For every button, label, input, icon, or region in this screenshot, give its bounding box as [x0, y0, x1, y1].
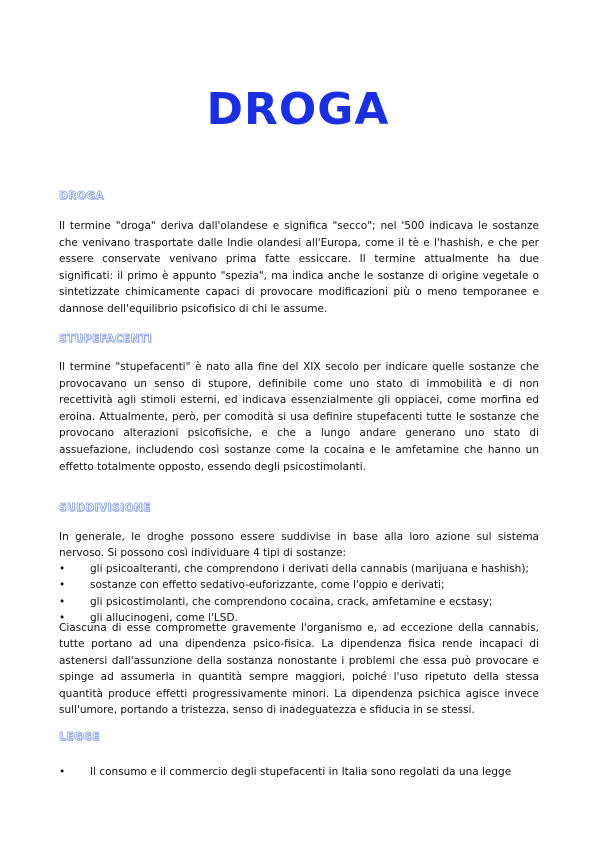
stupefacenti-paragraph: Il termine "stupefacenti" è nato alla fine del XIX secolo per indicare quelle sostanze che provocavano un senso di stupore, definibile come uno stato di immobilità e di non recettività agli stimoli esterni, ed indicava essenzialmente gli oppiacei, come morfina ed eroina. Attualmente, però, per comodità si usa definire stupefacenti tutte le sostanze che provocano alterazioni psicofisiche, e che a lungo andare generano uno stato di assuefazione, includendo così sostanze come la cocaina e le amfetamine che hanno un effetto totalmente opposto, essendo degli psicostimolanti.: [59, 361, 539, 473]
bullet-glyph: •: [59, 563, 66, 575]
suddivisione-outro: Ciascuna di esse compromette gravemente l'organismo e, ad eccezione della cannabis, tutte portano ad una dipendenza psico-fisica. La dipendenza fisica rende incapaci di astenersi dall'assunzione della sostanza nonostante i problemi che essa può provocare e spinge ad assumerla in quantità sempre maggiori, poiché l'uso ripetuto della stessa quantità produce effetti progressivamente minori. La dipendenza psichica agisce invece sull'umore, portando a tristezza, senso di inadeguatezza e sfiducia in se stessi.: [59, 622, 539, 717]
bullet-glyph: •: [59, 579, 66, 592]
section-heading-legge: LEGGE: [59, 731, 100, 743]
section-heading-suddivisione: SUDDIVISIONE: [59, 502, 151, 514]
section-heading-stupefacenti: STUPEFACENTI: [59, 333, 152, 345]
legge-list: [59, 764, 539, 780]
droga-paragraph: Il termine "droga" deriva dall'olandese e significa "secco"; nel '500 indicava le sostanze che venivano trasportate dalle Indie olandesi all'Europa, come il tè e l'hashish, e che per essere conservate venivano prima fatte essiccare. Il termine attualmente ha due significati: il primo è appunto "spezia", ma indica anche le sostanze di origine vegetale o sintetizzate chimicamente capaci di provocare modificazioni più o meno temporanee e dannose dell'equilibrio psicofisico di chi le assume.: [59, 220, 539, 315]
list-item: • gli psicostimolanti, che comprendono cocaina, crack, amfetamine e ecstasy;: [59, 594, 539, 610]
list-item: • Il consumo e il commercio degli stupefacenti in Italia sono regolati da una legge: [59, 764, 539, 780]
list-item: • gli psicoalteranti, che comprendono i derivati della cannabis (marijuana e hashish);: [59, 561, 539, 577]
list-item: • gli allucinogeni, come l'LSD.: [59, 610, 539, 626]
bullet-glyph: •: [59, 766, 66, 778]
suddivisione-list: [59, 561, 539, 627]
suddivisione-intro: In generale, le droghe possono essere suddivise in base alla loro azione sul sistema nervoso. Si possono così individuare 4 tipi di sostanze:: [59, 531, 539, 560]
list-item: • sostanze con effetto sedativo-euforizzante, come l'oppio e derivati;: [59, 577, 539, 593]
section-heading-droga: DROGA: [59, 190, 104, 202]
bullet-glyph: •: [59, 595, 66, 608]
bullet-glyph: •: [59, 612, 66, 625]
document-title: DROGA: [206, 84, 390, 135]
